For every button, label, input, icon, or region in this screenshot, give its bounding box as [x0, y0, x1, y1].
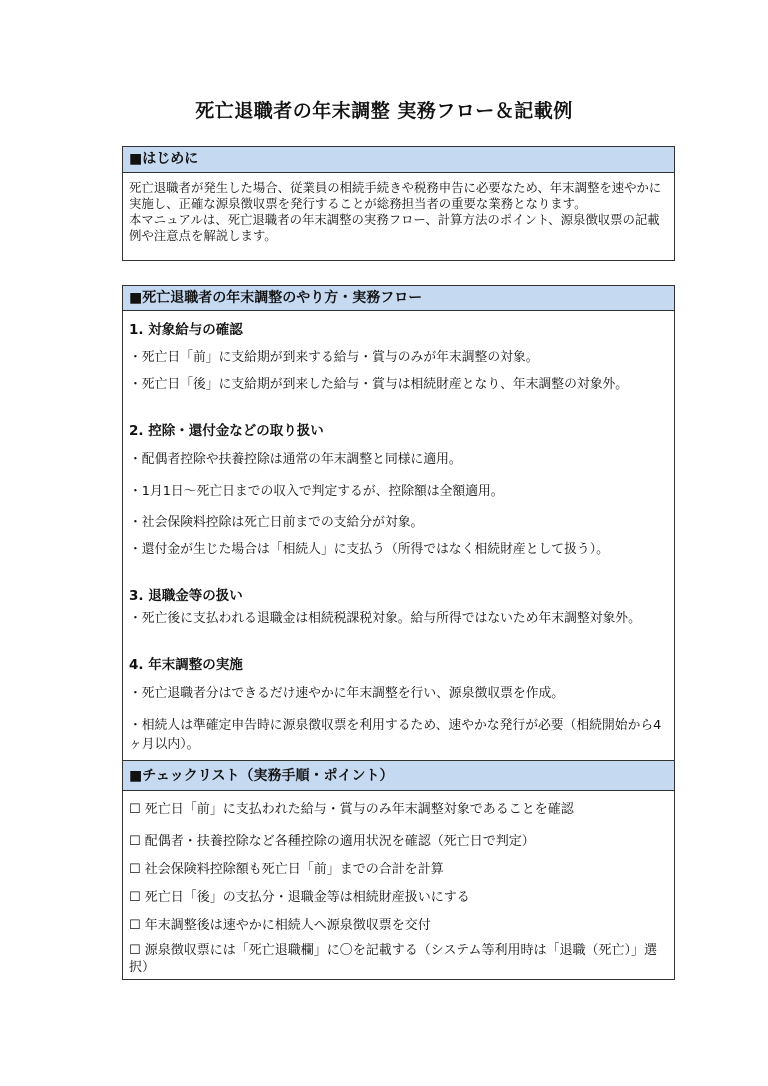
list-item: ・死亡日「前」に支給期が到来する給与・賞与のみが年末調整の対象。: [129, 350, 539, 365]
checklist-item: ☐ 社会保険料控除額も死亡日「前」までの合計を計算: [129, 862, 444, 877]
intro-body: [123, 173, 674, 250]
checklist-item: ☐ 年末調整後は速やかに相続人へ源泉徴収票を交付: [129, 918, 431, 933]
intro-box: [122, 146, 675, 261]
checklist-item: ☐ 死亡日「前」に支払われた給与・賞与のみ年末調整対象であることを確認: [129, 802, 574, 817]
intro-heading: ■はじめに: [123, 147, 674, 173]
list-item: ・相続人は準確定申告時に源泉徴収票を利用するため、速やかな発行が必要（相続開始から4ヶ月以内）。: [129, 718, 662, 752]
checklist-heading: ■チェックリスト（実務手順・ポイント）: [123, 760, 674, 791]
list-item: ・1月1日～死亡日までの収入で判定するが、控除額は全額適用。: [129, 484, 504, 499]
checklist-item: ☐ 配偶者・扶養控除など各種控除の適用状況を確認（死亡日で判定）: [129, 834, 535, 849]
list-item: ・死亡後に支払われる退職金は相続税課税対象。給与所得ではないため年末調整対象外。: [129, 611, 641, 626]
section-title: 3. 退職金等の扱い: [129, 588, 243, 604]
flow-heading: ■死亡退職者の年末調整のやり方・実務フロー: [123, 286, 674, 311]
list-item: ・配偶者控除や扶養控除は通常の年末調整と同様に適用。: [129, 452, 462, 467]
list-item: ・死亡退職者分はできるだけ速やかに年末調整を行い、源泉徴収票を作成。: [129, 686, 565, 701]
flow-box: [122, 285, 675, 980]
intro-paragraph: 死亡退職者が発生した場合、従業員の相続手続きや税務申告に必要なため、年末調整を速やかに実施し、正確な源泉徴収票を発行することが総務担当者の重要な業務となります。: [129, 180, 662, 211]
intro-paragraph: 本マニュアルは、死亡退職者の年末調整の実務フロー、計算方法のポイント、源泉徴収票の記載例や注意点を解説します。: [129, 212, 660, 243]
section-title: 2. 控除・還付金などの取り扱い: [129, 423, 324, 439]
section-title: 4. 年末調整の実施: [129, 657, 243, 673]
list-item: ・死亡日「後」に支給期が到来した給与・賞与は相続財産となり、年末調整の対象外。: [129, 377, 629, 392]
checklist-item: ☐ 源泉徴収票には「死亡退職欄」に〇を記載する（システム等利用時は「退職（死亡）」選択）: [129, 943, 657, 975]
section-title: 1. 対象給与の確認: [129, 322, 243, 338]
checklist-item: ☐ 死亡日「後」の支払分・退職金等は相続財産扱いにする: [129, 890, 470, 905]
list-item: ・還付金が生じた場合は「相続人」に支払う（所得ではなく相続財産として扱う）。: [129, 542, 609, 557]
list-item: ・社会保険料控除は死亡日前までの支給分が対象。: [129, 515, 424, 530]
page-title: 死亡退職者の年末調整 実務フロー＆記載例: [195, 100, 573, 122]
